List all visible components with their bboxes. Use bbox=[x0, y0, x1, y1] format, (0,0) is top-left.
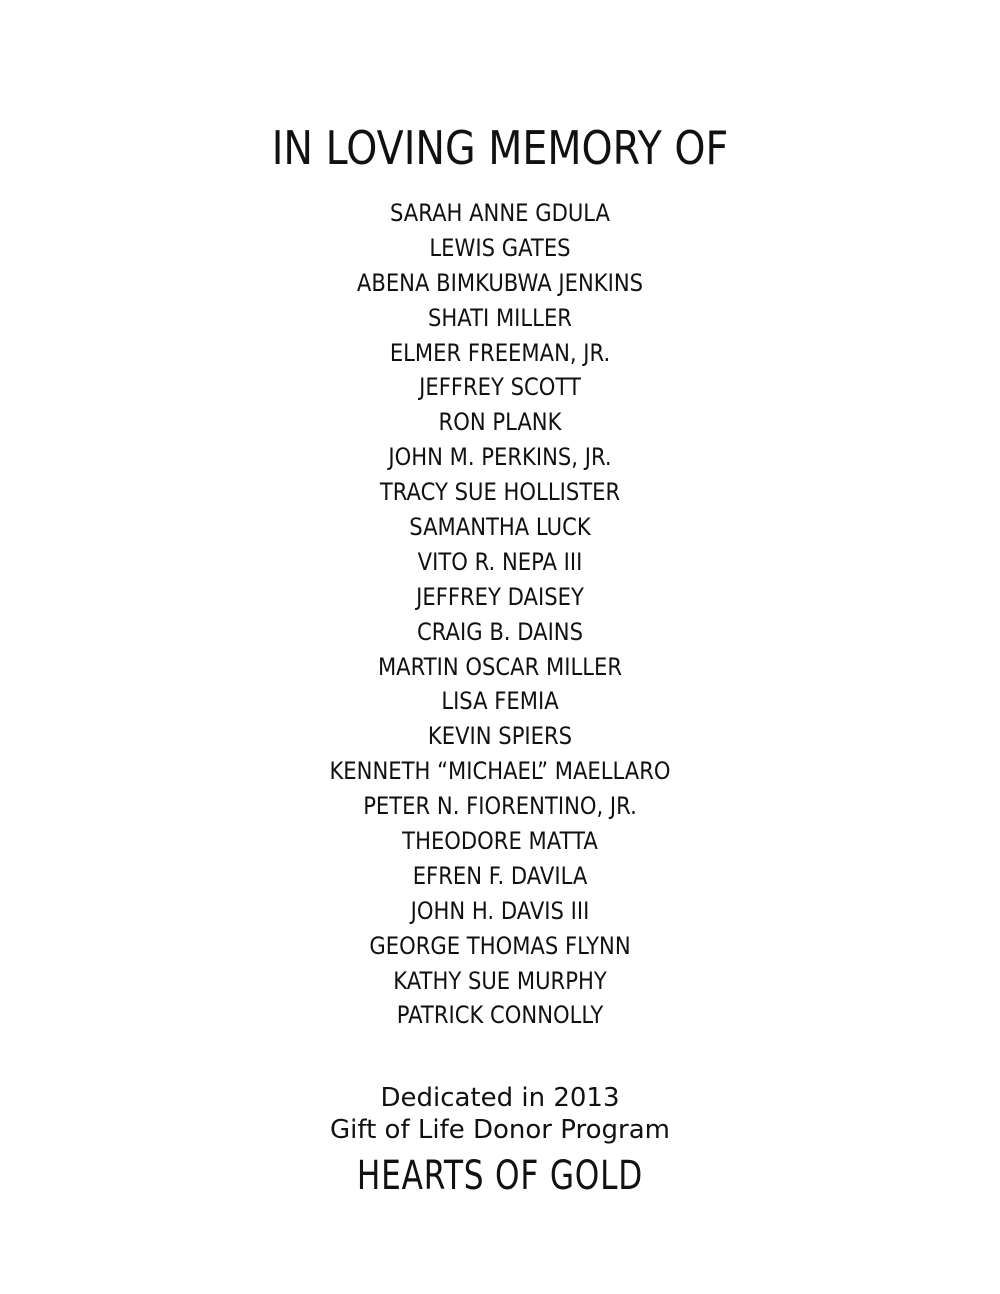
dedication-text: Dedicated in 2013 bbox=[380, 1083, 620, 1113]
memorial-name: RON PLANK bbox=[438, 408, 562, 437]
memorial-name: MARTIN OSCAR MILLER bbox=[377, 652, 623, 681]
memorial-name: GEORGE THOMAS FLYNN bbox=[369, 931, 631, 960]
memorial-name: EFREN F. DAVILA bbox=[412, 861, 588, 890]
memorial-name: JEFFREY DAISEY bbox=[416, 582, 584, 611]
memorial-name: PATRICK CONNOLLY bbox=[396, 1001, 604, 1030]
memorial-name: LISA FEMIA bbox=[441, 687, 559, 716]
memorial-name: SARAH ANNE GDULA bbox=[390, 199, 610, 227]
footer bbox=[0, 1082, 1000, 1200]
program-name: Gift of Life Donor Program bbox=[330, 1115, 670, 1145]
names-list bbox=[0, 196, 1000, 1033]
memorial-name: KENNETH “MICHAEL” MAELLARO bbox=[329, 757, 671, 786]
memorial-name: SAMANTHA LUCK bbox=[409, 513, 591, 542]
memorial-name: TRACY SUE HOLLISTER bbox=[379, 478, 621, 507]
memorial-name: ELMER FREEMAN, JR. bbox=[389, 338, 611, 367]
memorial-name: THEODORE MATTA bbox=[402, 827, 598, 856]
hearts-of-gold-title: HEARTS OF GOLD bbox=[356, 1153, 644, 1199]
memorial-name: LEWIS GATES bbox=[429, 233, 571, 262]
memorial-name: JOHN M. PERKINS, JR. bbox=[388, 443, 612, 472]
memorial-name: JOHN H. DAVIS III bbox=[410, 896, 590, 925]
memorial-name: VITO R. NEPA III bbox=[417, 547, 583, 576]
memorial-name: PETER N. FIORENTINO, JR. bbox=[363, 792, 637, 821]
memorial-name: KATHY SUE MURPHY bbox=[393, 966, 607, 995]
memorial-name: KEVIN SPIERS bbox=[427, 722, 573, 751]
page-title: IN LOVING MEMORY OF bbox=[271, 121, 729, 175]
memorial-name: CRAIG B. DAINS bbox=[416, 617, 584, 646]
memorial-name: ABENA BIMKUBWA JENKINS bbox=[356, 268, 644, 297]
memorial-name: SHATI MILLER bbox=[428, 303, 572, 332]
memorial-name: JEFFREY SCOTT bbox=[419, 373, 581, 402]
